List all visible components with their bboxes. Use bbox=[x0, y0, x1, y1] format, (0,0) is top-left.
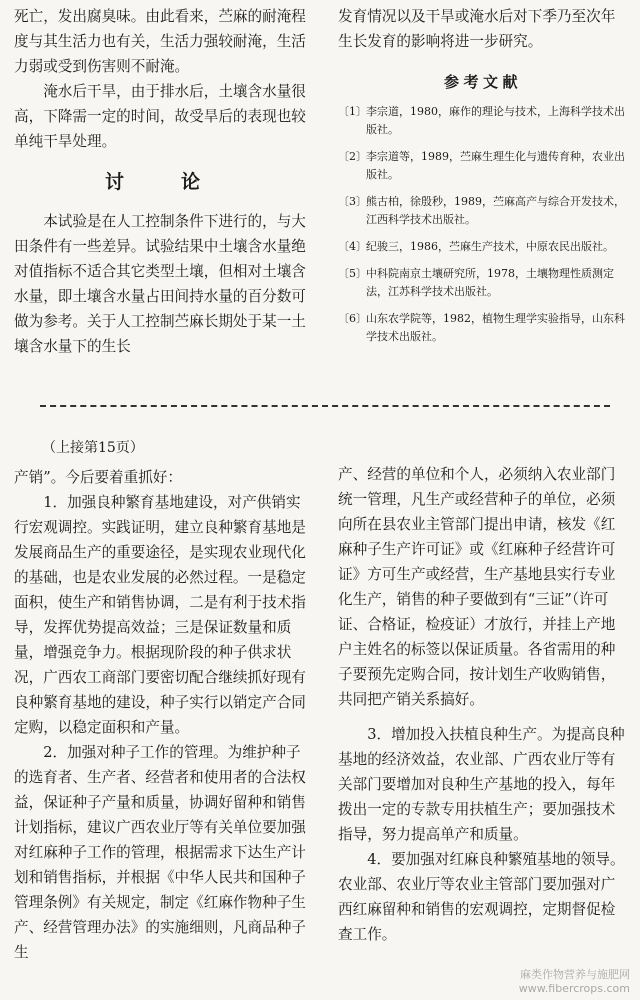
reference-number: 〔5〕 bbox=[338, 267, 367, 280]
references-heading: 参考文献 bbox=[443, 73, 522, 91]
intro-line: 产销”。今后要着重抓好： bbox=[14, 469, 182, 486]
reference-item bbox=[338, 265, 628, 301]
reference-text: 熊古柏，徐殷秒，1989，苎麻高产与综合开发技术，江西科学技术出版社。 bbox=[366, 195, 625, 226]
paragraph-tail: 死亡，发出腐臭味。由此看来，苎麻的耐淹程度与其生活力也有关，生活力强较耐淹，生活力弱或受到伤害则不耐淹。 bbox=[14, 8, 306, 75]
reference-text: 李宗道，1980，麻作的理论与技术，上海科学技术出版社。 bbox=[366, 105, 625, 136]
discussion-paragraph: 本试验是在人工控制条件下进行的，与大田条件有一些差异。试验结果中土壤含水量绝对值指标不适合其它类型土壤，但相对土壤含水量，即土壤含水量占田间持水量的百分数可做为参考。关于人工控制苎麻长期处于某一土壤含水量下的生长 bbox=[14, 213, 306, 355]
reference-item bbox=[338, 193, 628, 229]
reference-item bbox=[338, 310, 628, 346]
reference-number: 〔3〕 bbox=[338, 195, 367, 208]
top-right-column bbox=[338, 4, 628, 355]
watermark-url: www.fibercrops.com bbox=[518, 982, 630, 995]
item-3-paragraph: 3．增加投入扶植良种生产。为提高良种基地的经济效益，农业部、广西农业厅等有关部门要增加对良种生产基地的投入，每年拨出一定的专款专用扶植生产；要加强技术指导，努力提高单产和质量。 bbox=[338, 726, 625, 843]
watermark-site-name: 麻类作物营养与施肥网 bbox=[520, 968, 630, 981]
bottom-left-column bbox=[14, 436, 312, 965]
reference-number: 〔1〕 bbox=[338, 105, 367, 118]
item-2-continued: 产、经营的单位和个人，必须纳入农业部门统一管理，凡生产或经营种子的单位，必须向所在县农业主管部门提出申请，核发《红麻种子生产许可证》或《红麻种子经营许可证》方可生产或经营，生产基地县实行专业化生产，销售的种子要做到有“三证”（许可证、合格证，检疫证）才放行，并挂上产地户主姓名的标签以保证质量。各省需用的种子要预先定购合同，按计划生产收购销售，共同把产销关系搞好。 bbox=[338, 466, 616, 708]
reference-number: 〔6〕 bbox=[338, 312, 367, 325]
top-left-column bbox=[14, 4, 310, 359]
reference-text: 纪骏三，1986，苎麻生产技术，中原农民出版社。 bbox=[366, 240, 614, 253]
reference-text: 李宗道等，1989，苎麻生理生化与遗传育种，农业出版社。 bbox=[366, 150, 625, 181]
item-1-paragraph: 1．加强良种繁育基地建设，对产供销实行宏观调控。实践证明，建立良种繁育基地是发展商品生产的重要途径，是实现农业现代化的基础，也是农业发展的必然过程。一是稳定面积，使生产和销售协调，二是有利于技术指导，发挥优势提高效益；三是保证数量和质量，增强竞争力。根据现阶段的种子供求状况，广西农工商部门要密切配合继续抓好现有良种繁育基地的建设，种子实行以销定产合同定购，以稳定面积和产量。 bbox=[14, 494, 306, 736]
item-2-paragraph: 2．加强对种子工作的管理。为维护种子的选育者、生产者、经营者和使用者的合法权益，保证种子产量和质量，协调好留种和销售计划指标，建议广西农业厅等有关单位要加强对红麻种子工作的管理，根据需求下达生产计划和销售指标，并根据《中华人民共和国种子管理条例》有关规定，制定《红麻作物种子生产、经营管理办法》的实施细则，凡商品种子生 bbox=[14, 744, 306, 961]
discussion-heading: 讨 论 bbox=[104, 171, 219, 193]
reference-text: 中科院南京土壤研究所，1978，土壤物理性质测定法，江苏科学技术出版社。 bbox=[366, 267, 614, 298]
site-watermark bbox=[519, 968, 630, 996]
paragraph-drain: 淹水后干旱，由于排水后，土壤含水量很高，下降需一定的时间，故受旱后的表现也较单纯干旱处理。 bbox=[14, 83, 306, 150]
continued-from-label: （上接第15页） bbox=[42, 440, 144, 456]
reference-number: 〔4〕 bbox=[338, 240, 367, 253]
item-4-paragraph: 4．要加强对红麻良种繁殖基地的领导。农业部、农业厅等农业主管部门要加强对广西红麻留种和销售的宏观调控，定期督促检查工作。 bbox=[338, 851, 625, 943]
bottom-right-column bbox=[338, 462, 628, 947]
reference-item bbox=[338, 103, 628, 139]
section-divider bbox=[40, 405, 610, 407]
reference-number: 〔2〕 bbox=[338, 150, 367, 163]
paragraph-continued: 发育情况以及干旱或淹水后对下季乃至次年生长发育的影响将进一步研究。 bbox=[338, 8, 616, 50]
reference-item bbox=[338, 148, 628, 184]
references-list bbox=[338, 103, 628, 346]
reference-item bbox=[338, 238, 628, 256]
reference-text: 山东农学院等，1982，植物生理学实验指导，山东科学技术出版社。 bbox=[366, 312, 625, 343]
